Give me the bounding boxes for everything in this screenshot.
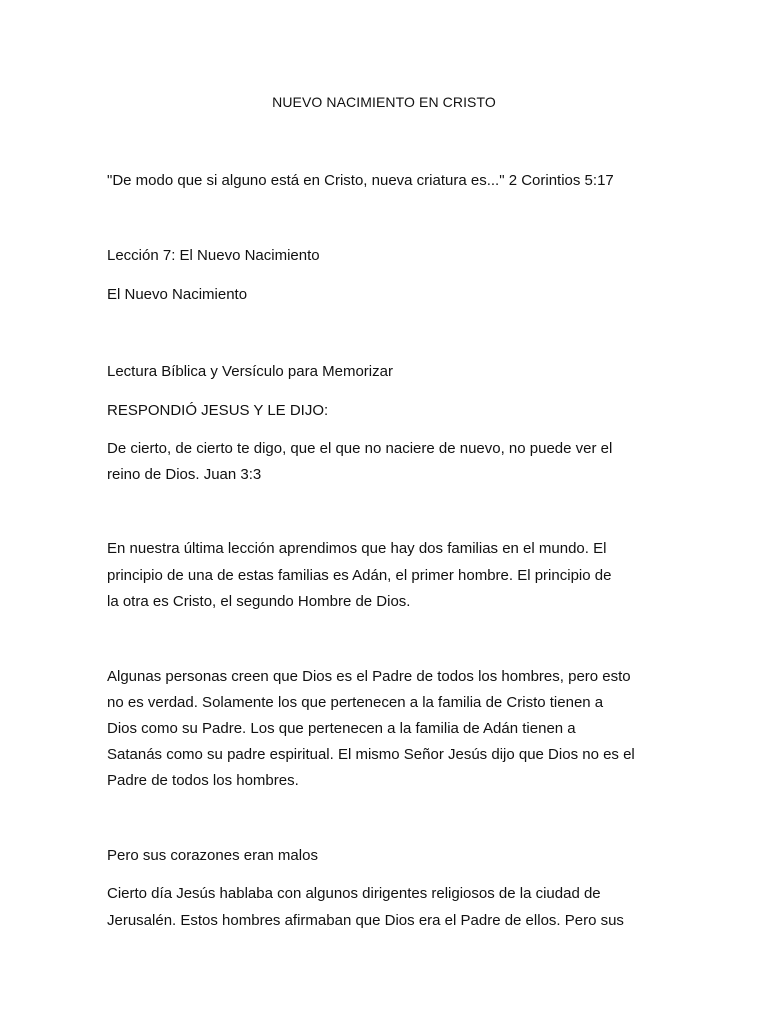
paragraph-line: principio de una de estas familias es Adán, el primer hombre. El principio de <box>107 567 612 584</box>
paragraph-line: no es verdad. Solamente los que pertenecen a la familia de Cristo tienen a <box>107 694 604 711</box>
document-title: NUEVO NACIMIENTO EN CRISTO <box>272 94 496 110</box>
paragraph-line: la otra es Cristo, el segundo Hombre de Dios. <box>107 593 411 610</box>
paragraph-line: En nuestra última lección aprendimos que hay dos familias en el mundo. El <box>107 540 607 557</box>
paragraph-line: Cierto día Jesús hablaba con algunos dirigentes religiosos de la ciudad de <box>107 885 601 902</box>
lesson-heading: Lección 7: El Nuevo Nacimiento <box>107 247 320 264</box>
paragraph-line: Algunas personas creen que Dios es el Padre de todos los hombres, pero esto <box>107 668 631 685</box>
paragraph-line: Satanás como su padre espiritual. El mismo Señor Jesús dijo que Dios no es el <box>107 746 635 763</box>
epigraph-quote: "De modo que si alguno está en Cristo, nueva criatura es..." 2 Corintios 5:17 <box>107 172 614 189</box>
section-heading: Pero sus corazones eran malos <box>107 847 318 864</box>
reading-heading: Lectura Bíblica y Versículo para Memorizar <box>107 363 393 380</box>
paragraph-line: Dios como su Padre. Los que pertenecen a la familia de Adán tienen a <box>107 720 576 737</box>
paragraph-line: Jerusalén. Estos hombres afirmaban que Dios era el Padre de ellos. Pero sus <box>107 912 624 929</box>
paragraph-line: Padre de todos los hombres. <box>107 772 299 789</box>
verse-line: reino de Dios. Juan 3:3 <box>107 466 262 483</box>
lesson-subheading: El Nuevo Nacimiento <box>107 286 248 303</box>
verse-intro: RESPONDIÓ JESUS Y LE DIJO: <box>107 402 329 419</box>
verse-line: De cierto, de cierto te digo, que el que no naciere de nuevo, no puede ver el <box>107 440 613 457</box>
